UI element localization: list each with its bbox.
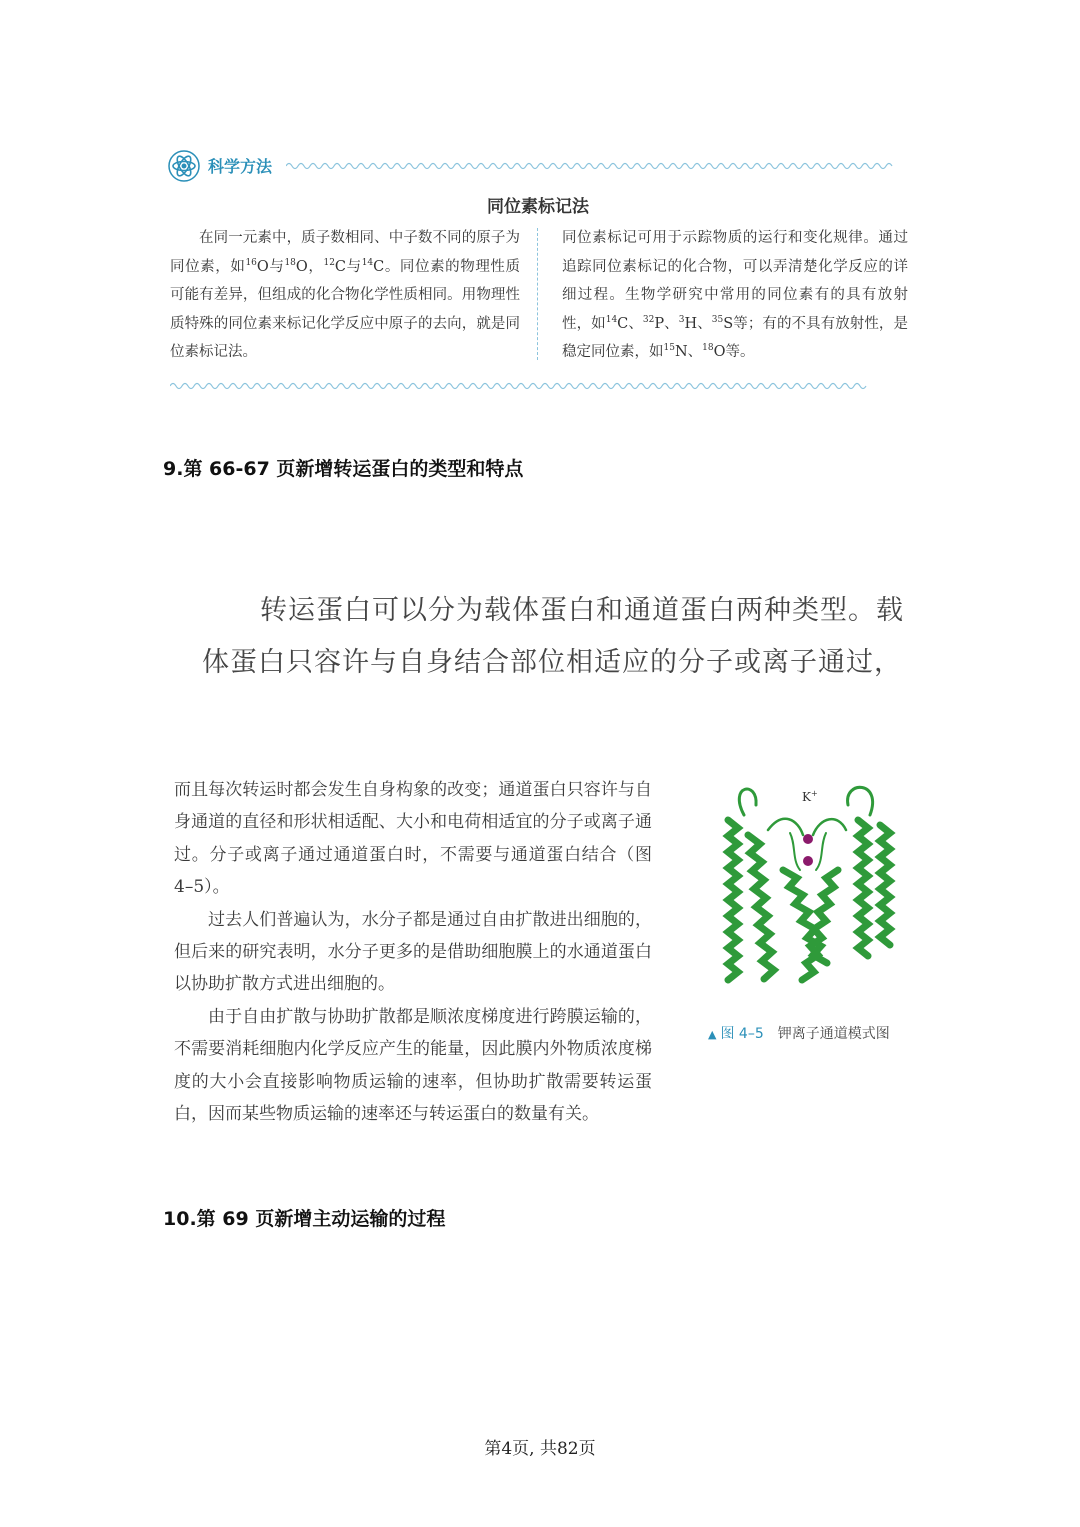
header-wave-divider xyxy=(286,160,906,172)
isotope-usage-paragraph: 同位素标记可用于示踪物质的运行和变化规律。通过追踪同位素标记的化合物，可以弄清楚化学反应的详细过程。生物学研究中常用的同位素有的具有放射性，如$^{14}$C、$^{32}$P、$^3$H、$^{35}$S等；有的不具有放射性，是稳定同位素，如$^{15}$N、$^{18}$O等。 xyxy=(562,230,909,360)
body-paragraph-3: 由于自由扩散与协助扩散都是顺浓度梯度进行跨膜运输的，不需要消耗细胞内化学反应产生的能量，因此膜内外物质浓度梯度的大小会直接影响物质运输的速率，但协助扩散需要转运蛋白，因而某些物质运输的速率还与转运蛋白的数量有关。 xyxy=(174,1006,652,1125)
potassium-ion-1 xyxy=(803,834,813,844)
large-text-line-1: 转运蛋白可以分为载体蛋白和通道蛋白两种类型。载 xyxy=(260,595,904,626)
potassium-channel-figure xyxy=(708,775,908,995)
caption-triangle-icon: ▲ xyxy=(708,1028,717,1041)
section-10-heading: 10.第 69 页新增主动运输的过程 xyxy=(163,1208,446,1230)
textbook-body xyxy=(174,774,652,1130)
potassium-ion-label: K+ xyxy=(802,789,818,804)
science-method-header xyxy=(168,150,908,182)
science-method-label: 科学方法 xyxy=(208,157,273,176)
potassium-ion-2 xyxy=(803,856,813,866)
science-method-right-column xyxy=(562,224,908,367)
isotope-definition-paragraph: 在同一元素中，质子数相同、中子数不同的原子为同位素，如$^{16}$O与$^{18}$O，$^{12}$C与$^{14}$C。同位素的物理性质可能有差异，但组成的化合物化学性质相同。用物理性质特殊的同位素来标记化学反应中原子的去向，就是同位素标记法。 xyxy=(170,230,521,360)
large-text-line-2: 体蛋白只容许与自身结合部位相适应的分子或离子通过， xyxy=(202,647,902,678)
bottom-wave-divider xyxy=(170,380,908,392)
transport-protein-large-text xyxy=(202,585,942,689)
page-footer: 第4页, 共82页 xyxy=(484,1439,596,1459)
column-divider xyxy=(537,228,538,360)
body-paragraph-1: 而且每次转运时都会发生自身构象的改变；通道蛋白只容许与自身通道的直径和形状相适配、大小和电荷相适宜的分子或离子通过。分子或离子通过通道蛋白时，不需要与通道蛋白结合（图4–5）。 xyxy=(174,780,652,898)
atom-icon xyxy=(168,150,200,182)
body-paragraph-2: 过去人们普遍认为，水分子都是通过自由扩散进出细胞的，但后来的研究表明，水分子更多的是借助细胞膜上的水通道蛋白以协助扩散方式进出细胞的。 xyxy=(174,909,652,995)
section-9-heading: 9.第 66-67 页新增转运蛋白的类型和特点 xyxy=(163,458,524,480)
figure-caption xyxy=(708,1023,890,1043)
caption-figure-number: 图 4–5 xyxy=(720,1026,764,1042)
science-method-left-column xyxy=(170,224,520,367)
caption-text: 钾离子通道模式图 xyxy=(777,1026,890,1042)
science-method-title: 同位素标记法 xyxy=(487,197,589,217)
